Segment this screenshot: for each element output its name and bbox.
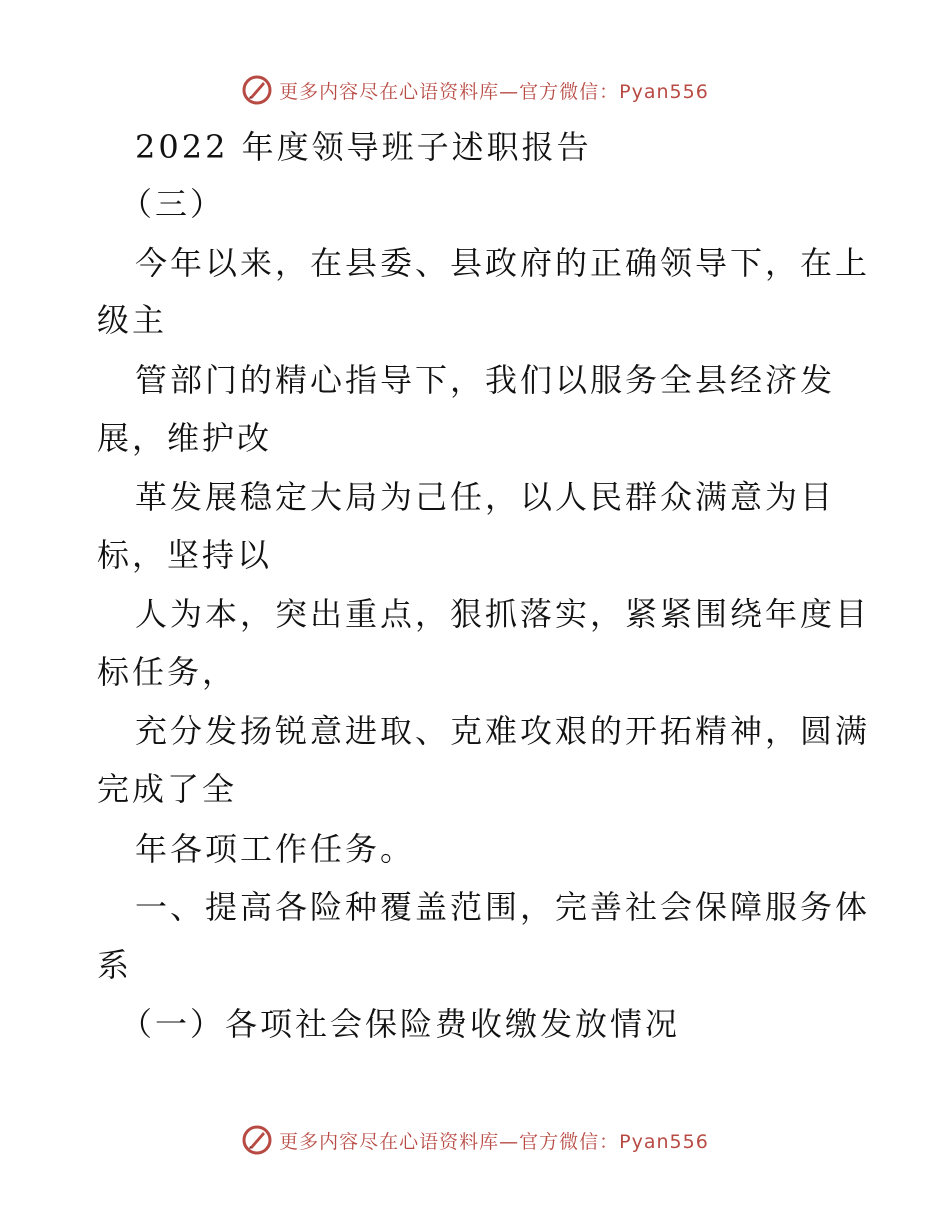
header-watermark <box>0 70 950 110</box>
watermark-text: 更多内容尽在心语资料库—官方微信：Pyan556 <box>279 80 709 103</box>
section-heading: 一、提高各险种覆盖范围，完善社会保障服务体 <box>135 888 871 926</box>
paragraph-line: 标任务， <box>97 653 238 691</box>
section-heading: 系 <box>97 946 133 984</box>
report-title: 2022 年度领导班子述职报告 <box>135 128 592 166</box>
paragraph-line: 完成了全 <box>97 770 238 808</box>
paragraph-line: 今年以来，在县委、县政府的正确领导下，在上 <box>135 244 871 282</box>
report-subtitle: （三） <box>120 185 226 223</box>
footer-watermark <box>0 1120 950 1160</box>
quill-seal-icon <box>241 74 273 106</box>
paragraph-line: 级主 <box>97 301 168 339</box>
paragraph-line: 管部门的精心指导下，我们以服务全县经济发 <box>135 361 836 399</box>
paragraph-line: 标，坚持以 <box>97 536 273 574</box>
paragraph-line: 革发展稳定大局为己任，以人民群众满意为目 <box>135 478 836 516</box>
paragraph-line: 人为本，突出重点，狠抓落实，紧紧围绕年度目 <box>135 595 871 633</box>
paragraph-line: 展，维护改 <box>97 419 273 457</box>
subsection-heading: （一）各项社会保险费收缴发放情况 <box>120 1005 681 1043</box>
watermark-text: 更多内容尽在心语资料库—官方微信：Pyan556 <box>279 1130 709 1153</box>
quill-seal-icon <box>241 1124 273 1156</box>
paragraph-line: 年各项工作任务。 <box>135 830 416 868</box>
paragraph-line: 充分发扬锐意进取、克难攻艰的开拓精神，圆满 <box>135 712 871 750</box>
